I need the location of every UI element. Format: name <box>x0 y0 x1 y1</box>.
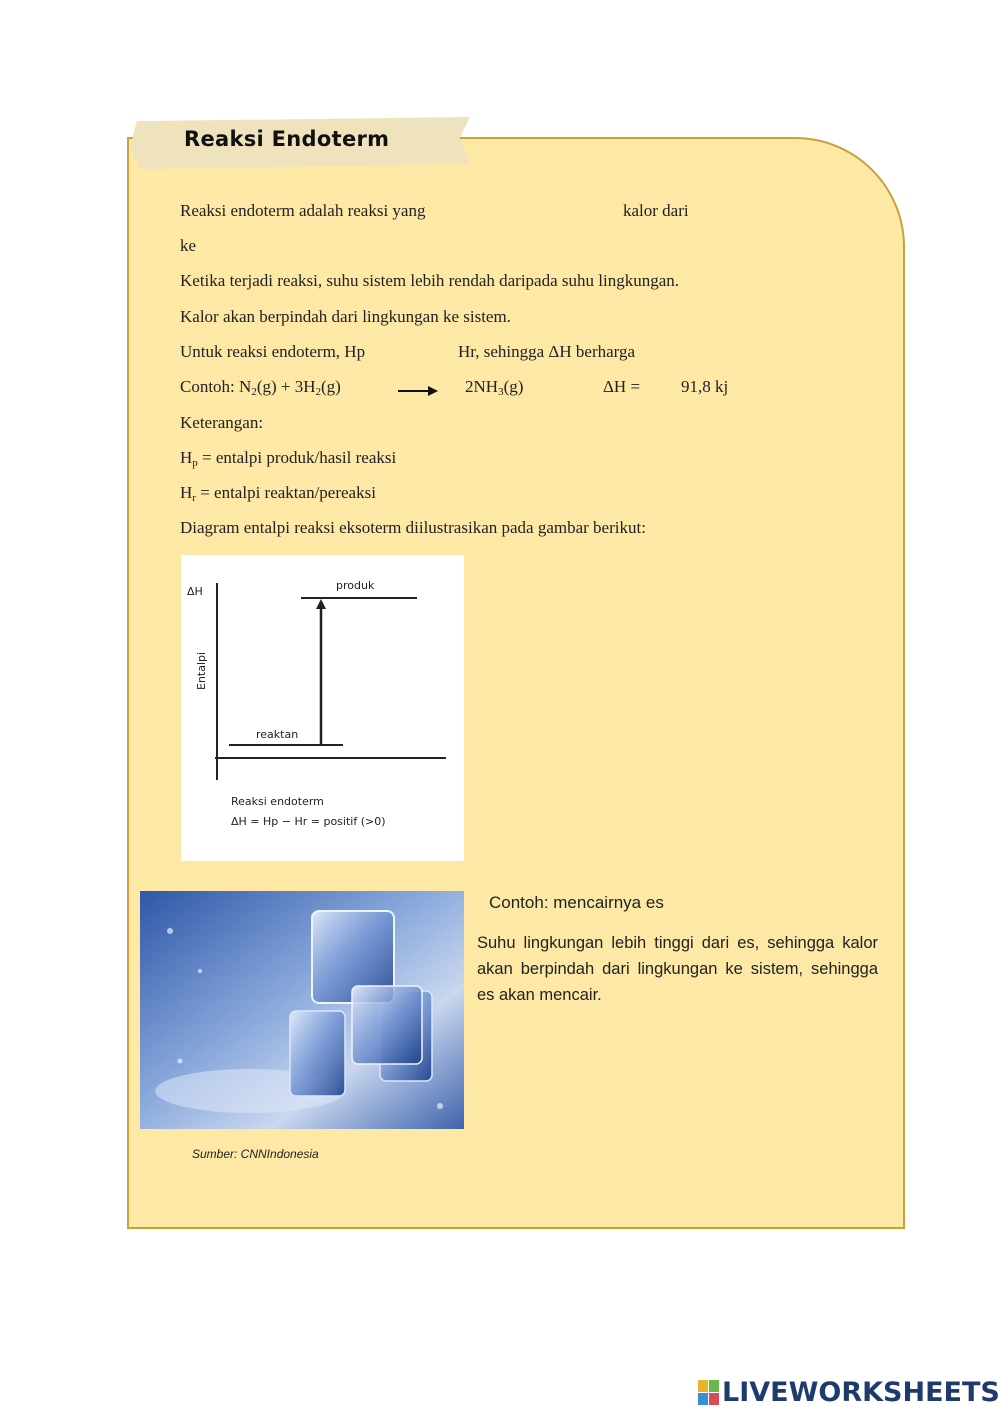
brand-name: LIVEWORKSHEETS <box>722 1377 1000 1408</box>
example-equation-reactants: Contoh: $N_2(g) + 3H_2(g)$ <box>180 377 341 398</box>
legend-hp: $H_p$ = entalpi produk/hasil reaksi <box>180 448 397 469</box>
reactant-label: reaktan <box>256 728 299 741</box>
diagram-intro: Diagram entalpi reaksi eksoterm diilustrasikan pada gambar berikut: <box>180 518 646 537</box>
diagram-note-1: Reaksi endoterm <box>231 795 324 808</box>
diagram-note-2: ΔH = Hp − Hr = positif (>0) <box>231 815 386 828</box>
delta-h-value: 91,8 kj <box>681 377 729 396</box>
image-source-caption: Sumber: CNNIndonesia <box>192 1147 319 1161</box>
definition-line-1 <box>180 201 425 221</box>
y-top-label: ΔH <box>187 585 203 598</box>
liveworksheets-logo-icon <box>698 1380 720 1406</box>
legend-hr: $H_r$ = entalpi reaktan/pereaksi <box>180 483 376 504</box>
example-body: Suhu lingkungan lebih tinggi dari es, sehingga kalor akan berpindah dari lingkungan ke sistem, sehingga es akan mencair. <box>477 934 878 1004</box>
definition-text-end: kalor dari <box>623 201 689 220</box>
delta-h-label: ΔH = <box>603 377 641 396</box>
example-equation-product: $2NH_3(g)$ <box>465 377 524 398</box>
legend-heading: Keterangan: <box>180 413 264 432</box>
y-axis-label: Entalpi <box>195 651 208 690</box>
definition-line-2: ke <box>180 236 197 255</box>
heat-flow-statement: Kalor akan berpindah dari lingkungan ke sistem. <box>180 307 511 326</box>
enthalpy-rule-start: Untuk reaksi endoterm, Hp <box>180 342 366 361</box>
ice-cube-photo <box>140 891 464 1129</box>
reaction-arrow-icon <box>398 385 438 397</box>
temperature-statement: Ketika terjadi reaksi, suhu sistem lebih rendah daripada suhu lingkungan. <box>180 271 680 290</box>
page-title: Reaksi Endoterm <box>184 127 390 151</box>
definition-text-start: Reaksi endoterm adalah reaksi yang <box>180 201 426 220</box>
example-title: Contoh: mencairnya es <box>489 893 664 912</box>
brand-footer[interactable] <box>698 1377 1000 1408</box>
enthalpy-rule-end: Hr, sehingga ΔH berharga <box>458 342 636 361</box>
product-label: produk <box>336 579 375 592</box>
enthalpy-diagram <box>181 555 464 861</box>
